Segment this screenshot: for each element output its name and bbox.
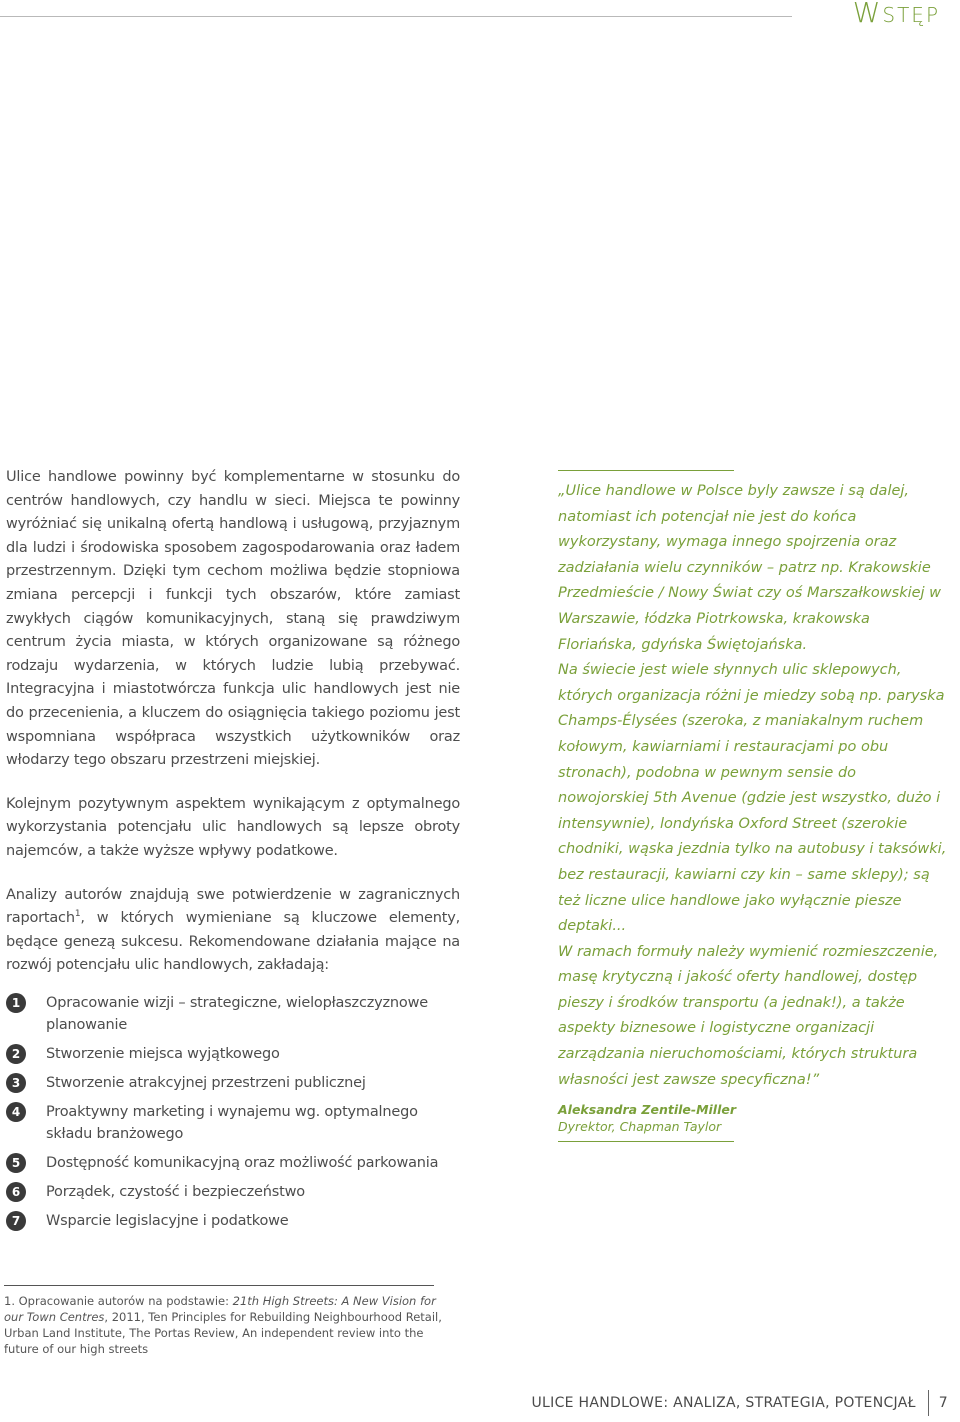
body-paragraph: Ulice handlowe powinny być komplementarne w stosunku do centrów handlowych, czy handlu w sieci. Miejsca te powinny wyróżniać się unikalną ofertą handlową i usługową, przyjaznym dla ludzi i środowiska sposobem zagospodarowania oraz ładem przestrzennym. Dzięki tym cechom możliwa będzie stopniowa zmiana percepcji i funkcji tych obszarów, które zamiast zwykłych ciągów komunikacyjnych, staną się prawdziwym centrum życia miasta, w których organizowane są różnego rodzaju wydarzenia, w których ludzie lubią przebywać. Integracyjna i miastotwórcza funkcja ulic handlowych jest nie do przecenienia, a kluczem do osiągnięcia takiego poziomu jest wspomniana współpraca wszystkich użytkowników oraz włodarzy tego obszaru przestrzeni miejskiej. [6,469,460,769]
footnote-rule [4,1285,434,1286]
list-item [6,1043,460,1065]
body-paragraph [6,884,460,978]
page-footer [532,1390,949,1416]
number-badge: 7 [6,1211,26,1231]
footnote-ref[interactable]: 1 [74,909,81,920]
footnote-suffix: , 2011, Ten Principles for Rebuilding Neighbourhood Retail, Urban Land Institute, The Portas Review, An independent review into the future of our high streets [4,1310,442,1356]
number-badge: 5 [6,1153,26,1173]
publication-title: ULICE HANDLOWE: ANALIZA, STRATEGIA, POTENCJAŁ [531,1395,916,1411]
quote-paragraph: Na świecie jest wiele słynnych ulic sklepowych, których organizacja różni je miedzy sobą np. paryska Champs-Élysées (szeroka, z maniakalnym ruchem kołowym, kawiarniami i restauracjami po obu stronach), podobna w pewnym sensie do nowojorskiej 5th Avenue (gdzie jest wszystko, dużo i intensywnie), londyńska Oxford Street (szerokie chodniki, wąska jezdnia tylko na autobusy i taksówki, bez restauracji, kawiarni czy kin – same sklepy); są też liczne ulice handlowe jako wyłącznie piesze deptaki... [558,662,947,935]
paragraph-text: , w których wymieniane są kluczowe elementy, będące genezą sukcesu. Rekomendowane działania mające na rozwój potencjału ulic handlowych, zakładają: [6,910,460,974]
quote-paragraph: W ramach formuły należy wymienić rozmieszczenie, masę krytyczną i jakość oferty handlowej, dostęp pieszy i środków transportu (a jednak!), a także aspekty biznesowe i logistyczne organizacji zarządzania nieruchomościami, których struktura własności jest zawsze specyficzna!” [558,943,939,1088]
list-item-text: Opracowanie wizji – strategiczne, wielopłaszczyznowe planowanie [46,994,428,1033]
list-item-text: Proaktywny marketing i wynajemu wg. optymalnego składu branżowego [46,1103,418,1142]
body-paragraph: Kolejnym pozytywnym aspektem wynikającym z optymalnego wykorzystania potencjału ulic handlowych są lepsze obroty najemców, a także wyższe wpływy podatkowe. [6,795,460,859]
paragraph-text: Analizy autorów znajdują swe potwierdzenie w zagranicznych raportach [6,886,460,927]
quote-paragraph: „Ulice handlowe w Polsce byly zawsze i są dalej, natomiast ich potencjał nie jest do końca wykorzystany, wymaga innego spojrzenia oraz zadziałania wielu czynników – patrz np. Krakowskie Przedmieście / Nowy Świat czy oś Marszałkowskiej w Warszawie, łódzka Piotrkowska, krakowska Floriańska, gdyńska Świętojańska. [558,483,942,653]
list-item [6,1152,460,1174]
number-badge: 2 [6,1044,26,1064]
footnote [4,1293,444,1357]
list-item [6,1072,460,1094]
footnote-title: 21th High Streets: A New Vision for our Town Centres [4,1294,436,1324]
list-item-text: Stworzenie atrakcyjnej przestrzeni publicznej [46,1074,366,1091]
footer-divider [928,1390,929,1416]
list-item [6,1101,460,1145]
list-item-text: Dostępność komunikacyjną oraz możliwość parkowania [46,1154,439,1171]
quote-top-rule [558,470,734,471]
footnote-prefix: 1. Opracowanie autorów na podstawie: [4,1294,233,1308]
author-role: Dyrektor, Chapman Taylor [558,1119,722,1135]
list-item-text: Wsparcie legislacyjne i podatkowe [46,1212,289,1229]
quote-text [558,479,950,1093]
header-rule [0,16,792,17]
pull-quote [558,470,950,1142]
list-item [6,1210,460,1232]
list-item-text: Porządek, czystość i bezpieczeństwo [46,1183,305,1200]
chapter-title: Wstęp [852,0,940,29]
list-item [6,1181,460,1203]
page-number: 7 [938,1395,948,1411]
number-badge: 4 [6,1102,26,1122]
quote-author [558,1101,950,1135]
list-item-text: Stworzenie miejsca wyjątkowego [46,1045,280,1062]
number-badge: 3 [6,1073,26,1093]
number-badge: 1 [6,993,26,1013]
recommendations-list [6,992,460,1232]
list-item [6,992,460,1036]
main-text-column [6,466,460,1239]
number-badge: 6 [6,1182,26,1202]
author-name: Aleksandra Zentile-Miller [558,1102,737,1118]
quote-bottom-rule [558,1141,734,1142]
